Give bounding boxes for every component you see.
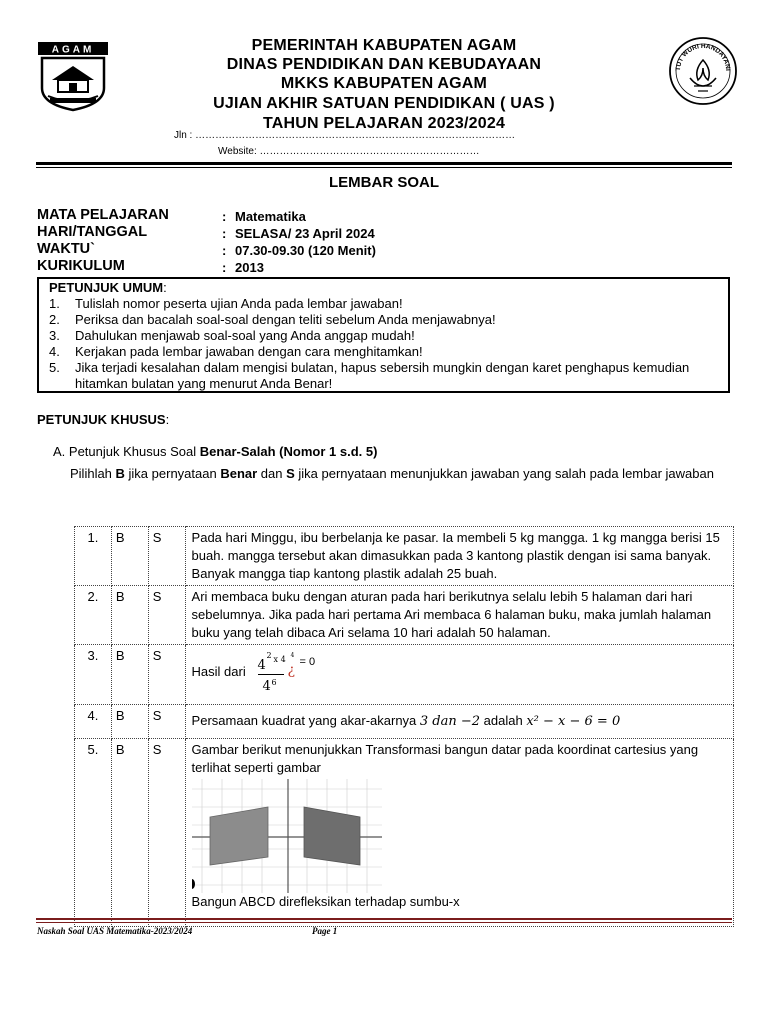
general-instruction-item: 5. Jika terjadi kesalahan dalam mengisi bulatan, hapus sebersih mungkin dengan karet penghapus kemudian hitamkan bulatan yang menurut Anda Benar! [49, 360, 690, 391]
general-instructions-title: PETUNJUK UMUM: [49, 280, 167, 295]
option-s[interactable]: S [148, 705, 185, 739]
info-value-time: 07.30-09.30 (120 Menit) [235, 243, 376, 258]
denominator-exponent: 6 [271, 678, 277, 687]
shape-abcd [210, 807, 268, 865]
option-s[interactable]: S [148, 739, 185, 927]
cartesian-figure [192, 779, 729, 893]
option-b[interactable]: B [111, 527, 148, 586]
math-mark: ¿ [287, 662, 296, 678]
info-colon: : [222, 226, 227, 241]
option-b[interactable]: B [111, 645, 148, 705]
question-row [75, 527, 734, 586]
question-row [75, 705, 734, 739]
page-title: LEMBAR SOAL [329, 174, 439, 191]
question-text: Pada hari Minggu, ibu berbelanja ke pasar. Ia membeli 5 kg mangga. 1 kg mangga berisi 15 buah. mangga tersebut akan dimasukkan pada 3 kantong plastik dengan isi sama banyak. Banyak mangga tiap kantong plastik adalah 25 buah. [185, 527, 733, 586]
question-number: 2. [75, 586, 112, 645]
question-text [185, 705, 733, 739]
tut-wuri-logo-text: TUT WURI HANDAYANI [674, 42, 732, 72]
tut-wuri-handayani-logo [668, 36, 738, 106]
question-row [75, 739, 734, 927]
question-number: 1. [75, 527, 112, 586]
info-value-curriculum: 2013 [235, 260, 264, 275]
info-colon: : [222, 260, 227, 275]
question-body: Gambar berikut menunjukkan Transformasi bangun datar pada koordinat cartesius yang terlihat seperti gambar [191, 742, 699, 775]
info-label-curriculum: KURIKULUM [37, 258, 125, 274]
option-b[interactable]: B [111, 586, 148, 645]
info-value-date: SELASA/ 23 April 2024 [235, 226, 375, 241]
info-value-subject: Matematika [235, 209, 306, 224]
info-label-subject: MATA PELAJARAN [37, 207, 169, 223]
option-s[interactable]: S [148, 586, 185, 645]
question-row [75, 586, 734, 645]
question-number: 4. [75, 705, 112, 739]
info-label-time: WAKTU` [37, 241, 95, 257]
option-s[interactable]: S [148, 645, 185, 705]
address-line: Jln : …………………………………………………………………………………… [174, 130, 516, 141]
figure-caption: Bangun ABCD direfleksikan terhadap sumbu-x [191, 894, 460, 909]
header-rule-thin [36, 167, 732, 168]
question-mid: adalah [480, 713, 527, 728]
numerator-rest: x 4 [273, 655, 286, 664]
question-prefix: Persamaan kuadrat yang akar-akarnya [191, 713, 420, 728]
page-number: Page 1 [312, 926, 338, 936]
equation: x² − x − 6 = 0 [526, 714, 621, 729]
numerator-exponent: 2 [266, 651, 272, 660]
info-label-date: HARI/TANGGAL [37, 224, 148, 240]
header-line-4: UJIAN AKHIR SATUAN PENDIDIKAN ( UAS ) [213, 95, 555, 112]
question-text [185, 739, 733, 927]
header-line-5: TAHUN PELAJARAN 2023/2024 [262, 115, 506, 132]
question-text: Ari membaca buku dengan aturan pada hari berikutnya selalu lebih 5 halaman dari hari sebelumnya. Jika pada hari pertama Ari membaca 6 halaman buku, maka jumlah halaman buku yang telah dibaca Ari selama 10 hari adalah 50 halaman. [185, 586, 733, 645]
question-row [75, 645, 734, 705]
roots-expression: 3 dan −2 [419, 714, 481, 729]
footer-title: Naskah Soal UAS Matematika-2023/2024 [37, 926, 193, 936]
question-number: 3. [75, 645, 112, 705]
info-colon: : [222, 209, 227, 224]
shape-reflected [304, 807, 360, 865]
math-equals: = 0 [299, 656, 316, 668]
section-a-instruction: Pilihlah B jika pernyataan Benar dan S jika pernyataan menunjukkan jawaban yang salah pada lembar jawaban [70, 466, 714, 481]
numerator-rest-exponent: 4 [290, 652, 295, 659]
header-rule-thick [36, 162, 732, 165]
agam-logo-text: AGAM [51, 44, 95, 56]
footer-rule-thin [36, 922, 732, 923]
option-s[interactable]: S [148, 527, 185, 586]
option-b[interactable]: B [111, 705, 148, 739]
header-line-3: MKKS KABUPATEN AGAM [280, 75, 488, 92]
denominator-base: 4 [262, 679, 271, 694]
header-line-1: PEMERINTAH KABUPATEN AGAM [251, 37, 517, 54]
special-instructions-title: PETUNJUK KHUSUS: [37, 412, 170, 427]
header-line-2: DINAS PENDIDIKAN DAN KEBUDAYAAN [226, 56, 542, 73]
question-text [185, 645, 733, 705]
question-number: 5. [75, 739, 112, 927]
section-a-heading: A. Petunjuk Khusus Soal Benar-Salah (Nomor 1 s.d. 5) [53, 444, 378, 459]
option-b[interactable]: B [111, 739, 148, 927]
numerator-base: 4 [257, 658, 266, 673]
question-prefix: Hasil dari [191, 664, 246, 679]
footer-rule [36, 918, 732, 920]
questions-table [74, 526, 734, 927]
website-line: Website: ………………………………………………………… [218, 146, 480, 157]
math-fraction [258, 647, 328, 701]
info-colon: : [222, 243, 227, 258]
